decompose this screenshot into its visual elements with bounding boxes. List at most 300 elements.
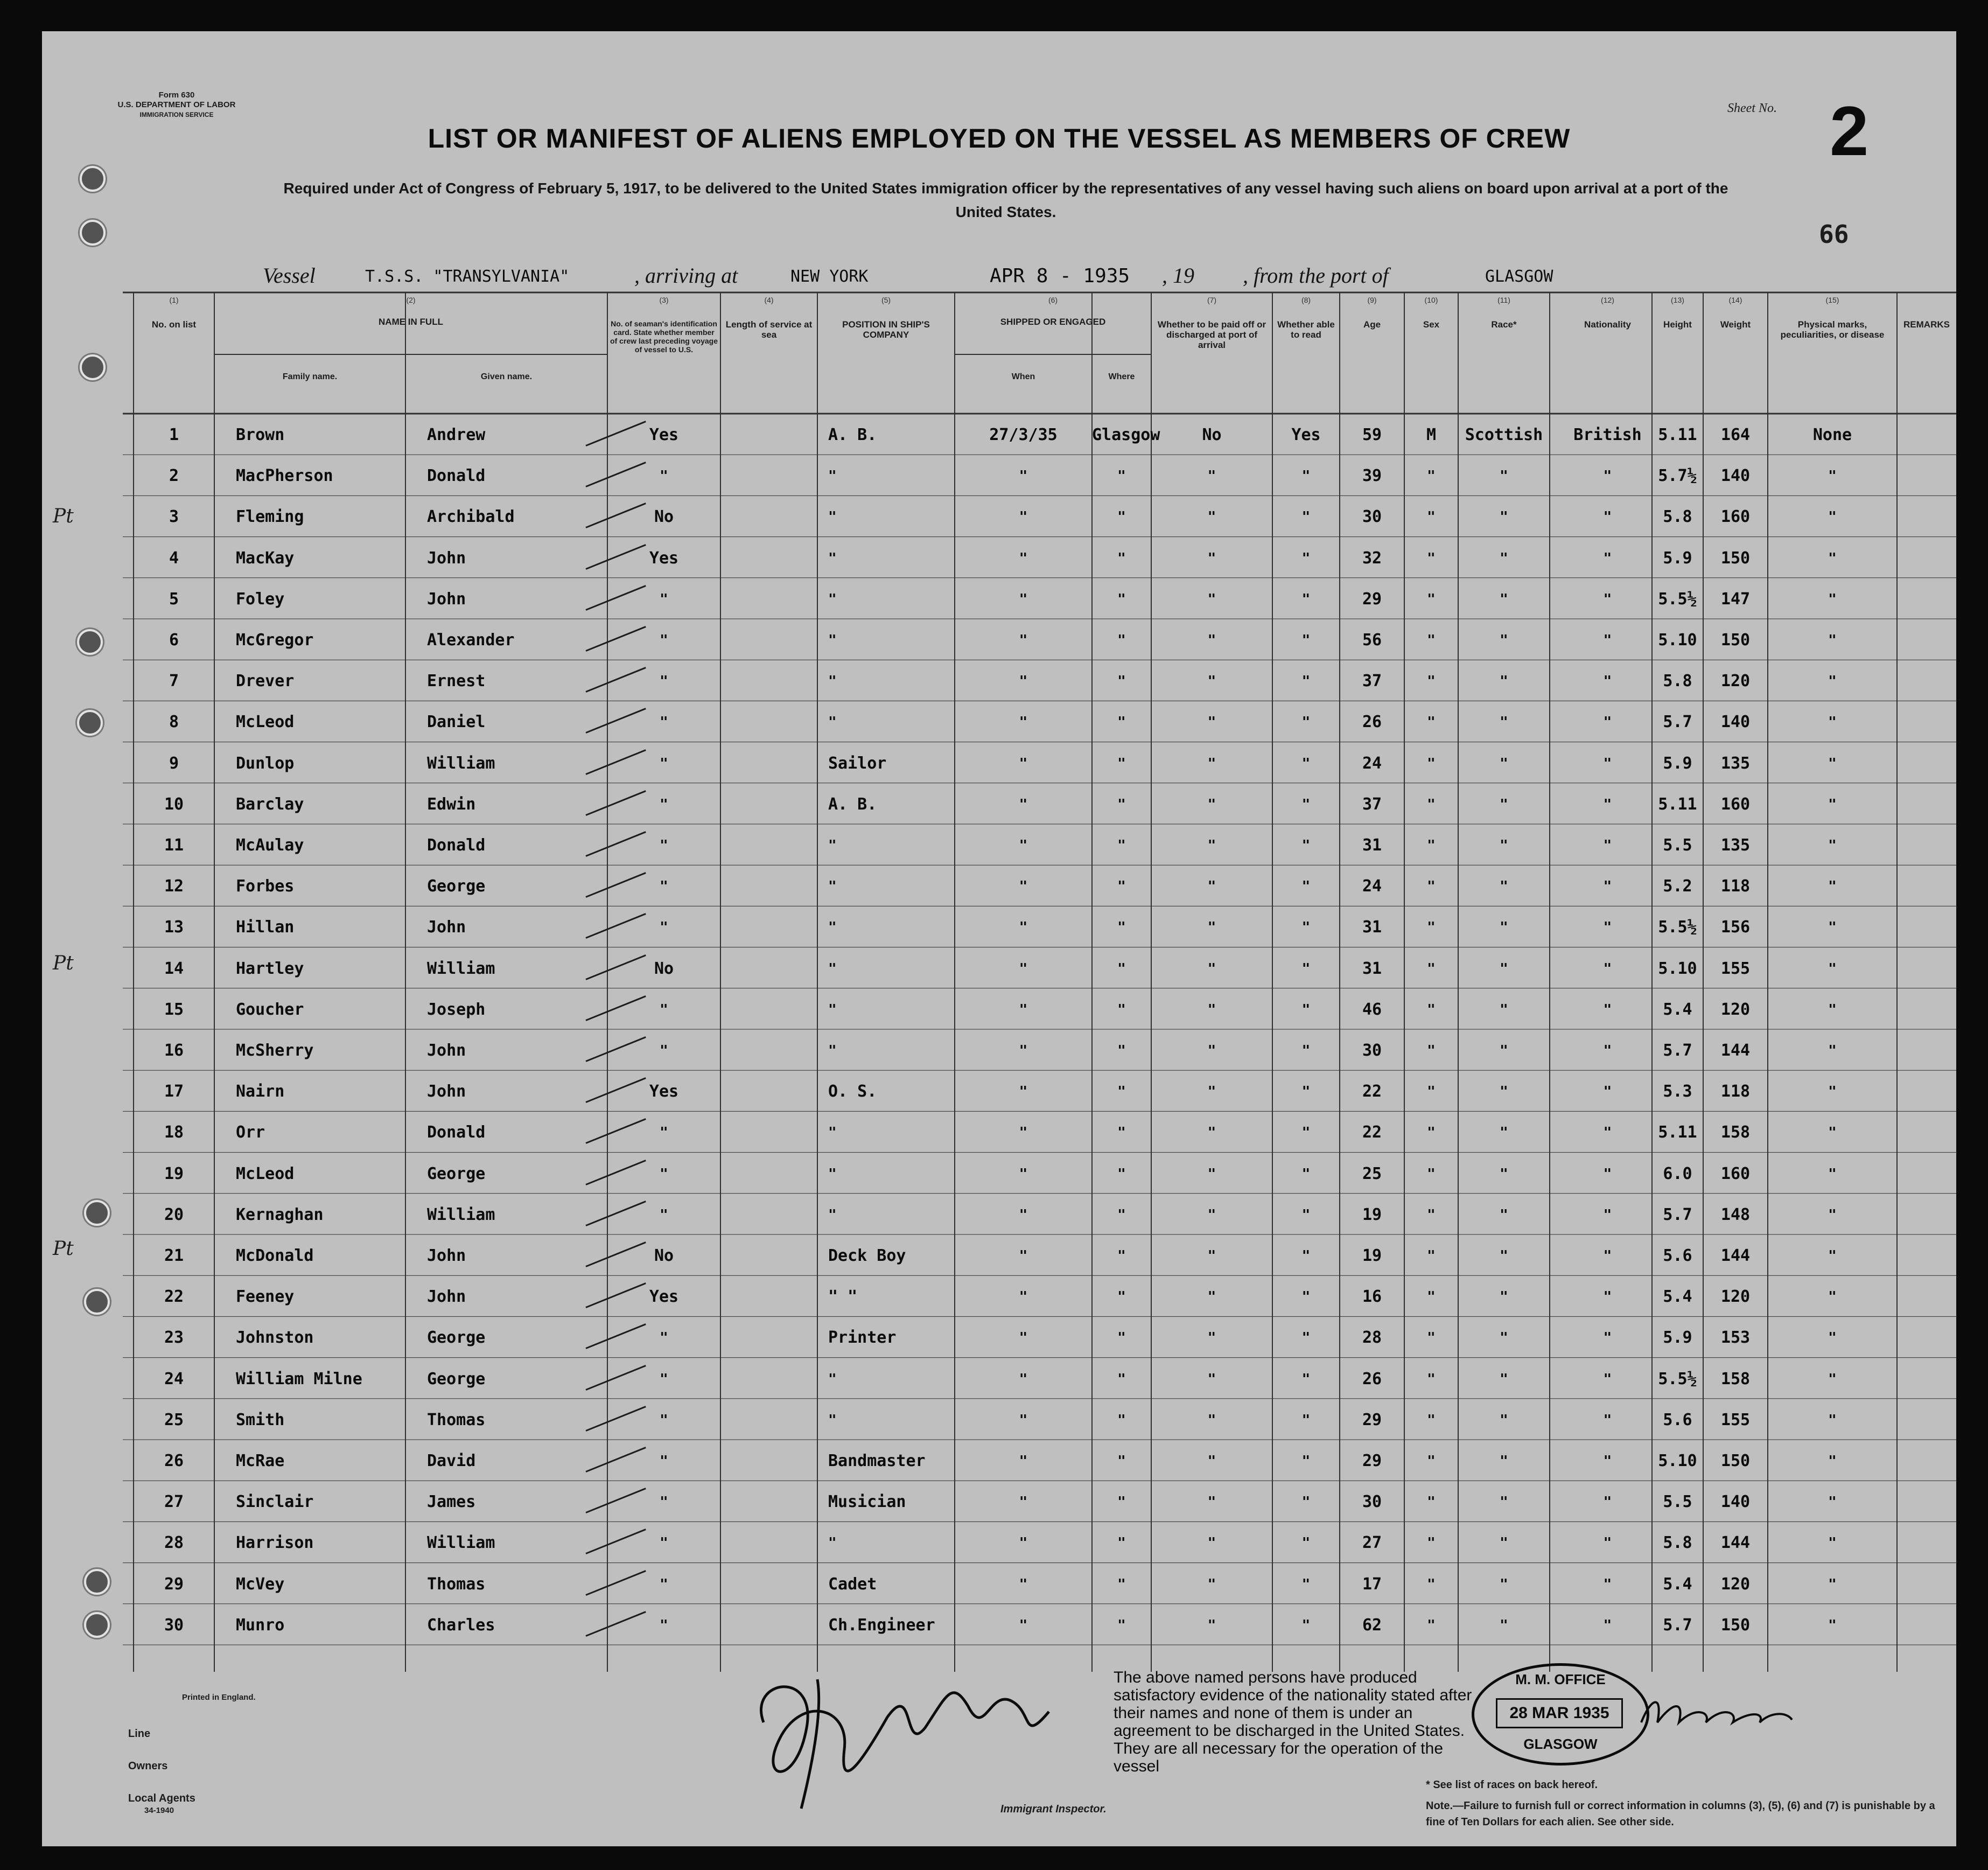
cell-height: 5.6 bbox=[1663, 1246, 1692, 1265]
footer-agents-label: Local Agents bbox=[128, 1792, 195, 1804]
cell-race: " bbox=[1500, 755, 1508, 772]
cell-when: " bbox=[1019, 1535, 1028, 1552]
cell-age: 56 bbox=[1362, 631, 1382, 650]
cell-height: 5.2 bbox=[1663, 877, 1692, 896]
cell-family: Hartley bbox=[236, 959, 304, 978]
cell-pos: " bbox=[828, 1125, 837, 1141]
cell-pos: " bbox=[828, 1166, 837, 1182]
cell-no: 30 bbox=[164, 1615, 184, 1635]
cell-read: " bbox=[1301, 1535, 1311, 1552]
cell-read: " bbox=[1301, 468, 1311, 485]
table-row bbox=[42, 419, 1956, 451]
cell-nat: " bbox=[1603, 1330, 1612, 1346]
cell-card: " bbox=[660, 1206, 668, 1223]
cell-where: " bbox=[1117, 960, 1126, 977]
cell-pos: " bbox=[828, 960, 837, 977]
cell-race: " bbox=[1500, 796, 1508, 813]
cell-paid: " bbox=[1207, 1289, 1216, 1306]
column-header: Whether to be paid off or discharged at port of arrival bbox=[1157, 319, 1266, 350]
cell-paid: " bbox=[1207, 550, 1216, 567]
cell-nat: " bbox=[1603, 1084, 1612, 1100]
arrival-port: NEW YORK bbox=[790, 267, 869, 286]
cell-race: " bbox=[1500, 838, 1508, 854]
cell-where: " bbox=[1117, 1248, 1126, 1264]
column-header: SHIPPED OR ENGAGED bbox=[1000, 317, 1106, 327]
cell-no: 25 bbox=[164, 1410, 184, 1429]
cell-paid: " bbox=[1207, 1248, 1216, 1264]
table-row bbox=[42, 1568, 1956, 1601]
cell-no: 2 bbox=[169, 466, 179, 486]
cell-no: 4 bbox=[169, 548, 179, 568]
cell-height: 5.10 bbox=[1658, 1452, 1697, 1470]
cell-where: " bbox=[1117, 838, 1126, 854]
cell-where: " bbox=[1117, 1084, 1126, 1100]
cell-card: " bbox=[660, 1576, 668, 1593]
cell-read: " bbox=[1301, 1453, 1311, 1469]
cell-read: " bbox=[1301, 1576, 1311, 1593]
cell-height: 5.8 bbox=[1663, 1533, 1692, 1553]
column-number: (3) bbox=[659, 296, 669, 304]
cell-age: 26 bbox=[1362, 1369, 1382, 1388]
cell-nat: British bbox=[1573, 425, 1642, 444]
cell-read: " bbox=[1301, 1617, 1311, 1634]
stamp-bottom: GLASGOW bbox=[1523, 1736, 1598, 1752]
table-row bbox=[42, 829, 1956, 862]
cell-sex: " bbox=[1427, 1494, 1436, 1511]
cell-family: Drever bbox=[236, 672, 295, 691]
cell-read: " bbox=[1301, 1248, 1311, 1264]
cell-nat: " bbox=[1603, 1206, 1612, 1223]
cell-height: 5.7½ bbox=[1658, 466, 1697, 486]
cell-no: 5 bbox=[169, 589, 179, 609]
cell-paid: " bbox=[1207, 591, 1216, 608]
cell-given: Thomas bbox=[427, 1410, 486, 1429]
cell-marks: " bbox=[1828, 1617, 1837, 1634]
column-number: (9) bbox=[1367, 296, 1377, 304]
cell-weight: 158 bbox=[1720, 1369, 1751, 1388]
cell-sex: " bbox=[1427, 714, 1436, 731]
cell-read: " bbox=[1301, 838, 1311, 854]
cell-paid: " bbox=[1207, 632, 1216, 648]
cell-weight: 144 bbox=[1720, 1533, 1751, 1553]
cell-sex: " bbox=[1427, 919, 1436, 936]
cell-given: George bbox=[427, 1369, 486, 1388]
cell-when: " bbox=[1019, 468, 1028, 485]
cell-height: 5.7 bbox=[1663, 1041, 1692, 1060]
table-row bbox=[42, 1035, 1956, 1067]
cell-where: " bbox=[1117, 1576, 1126, 1593]
cell-card: " bbox=[660, 919, 668, 936]
cell-pos: Deck Boy bbox=[828, 1246, 906, 1265]
cell-pos: A. B. bbox=[828, 425, 877, 444]
cell-given: Ernest bbox=[427, 672, 486, 691]
cell-sex: " bbox=[1427, 960, 1436, 977]
cell-weight: 120 bbox=[1720, 1000, 1751, 1019]
cell-no: 17 bbox=[164, 1082, 184, 1101]
cell-pos: " bbox=[828, 632, 837, 648]
cell-no: 19 bbox=[164, 1164, 184, 1183]
cell-age: 31 bbox=[1362, 836, 1382, 855]
punch-hole bbox=[84, 1289, 110, 1315]
table-row bbox=[42, 1117, 1956, 1149]
cell-where: " bbox=[1117, 919, 1126, 936]
cell-height: 5.4 bbox=[1663, 1574, 1692, 1594]
cell-race: " bbox=[1500, 919, 1508, 936]
punch-hole bbox=[77, 629, 103, 655]
column-header: No. of seaman's identification card. State whether member of crew last preceding voyage of vessel to U.S. bbox=[610, 319, 718, 354]
cell-when: " bbox=[1019, 509, 1028, 526]
cell-height: 5.6 bbox=[1663, 1410, 1692, 1429]
cell-given: Charles bbox=[427, 1615, 495, 1635]
cell-family: Forbes bbox=[236, 877, 295, 896]
cell-when: " bbox=[1019, 878, 1028, 895]
cell-weight: 118 bbox=[1720, 1082, 1751, 1101]
cell-read: " bbox=[1301, 796, 1311, 813]
cell-when: " bbox=[1019, 1043, 1028, 1059]
cell-weight: 150 bbox=[1720, 1615, 1751, 1635]
cell-given: William bbox=[427, 753, 495, 773]
cell-family: Munro bbox=[236, 1615, 285, 1635]
cell-read: " bbox=[1301, 632, 1311, 648]
cell-read: " bbox=[1301, 1206, 1311, 1223]
cell-pos: " bbox=[828, 509, 837, 526]
cell-read: " bbox=[1301, 1289, 1311, 1306]
cell-sex: " bbox=[1427, 673, 1436, 690]
cell-card: " bbox=[660, 755, 668, 772]
cell-height: 6.0 bbox=[1663, 1164, 1692, 1183]
column-number: (7) bbox=[1207, 296, 1217, 304]
office-stamp bbox=[1472, 1663, 1649, 1766]
cell-read: " bbox=[1301, 755, 1311, 772]
cell-card: " bbox=[660, 796, 668, 813]
cell-height: 5.7 bbox=[1663, 1205, 1692, 1224]
cell-height: 5.10 bbox=[1658, 631, 1697, 650]
cell-read: " bbox=[1301, 550, 1311, 567]
manifest-sheet bbox=[42, 31, 1956, 1846]
column-header: Sex bbox=[1423, 319, 1440, 330]
cell-when: " bbox=[1019, 1576, 1028, 1593]
cell-marks: " bbox=[1828, 960, 1837, 977]
cell-sex: " bbox=[1427, 1535, 1436, 1552]
cell-paid: " bbox=[1207, 673, 1216, 690]
cell-paid: " bbox=[1207, 1330, 1216, 1346]
cell-race: " bbox=[1500, 1617, 1508, 1634]
table-row bbox=[42, 1281, 1956, 1313]
cell-weight: 155 bbox=[1720, 959, 1751, 978]
cell-given: John bbox=[427, 1082, 466, 1101]
cell-marks: " bbox=[1828, 796, 1837, 813]
cell-weight: 153 bbox=[1720, 1328, 1751, 1348]
cell-where: " bbox=[1117, 1206, 1126, 1223]
cell-when: " bbox=[1019, 714, 1028, 731]
cell-given: Daniel bbox=[427, 713, 486, 732]
cell-race: " bbox=[1500, 1125, 1508, 1141]
cell-where: " bbox=[1117, 1453, 1126, 1469]
cell-weight: 144 bbox=[1720, 1041, 1751, 1060]
cell-read: Yes bbox=[1291, 425, 1321, 444]
cell-age: 29 bbox=[1362, 1452, 1382, 1470]
cell-height: 5.8 bbox=[1663, 672, 1692, 691]
cell-race: " bbox=[1500, 1248, 1508, 1264]
cell-no: 7 bbox=[169, 672, 179, 691]
cell-marks: " bbox=[1828, 1206, 1837, 1223]
cell-pos: " bbox=[828, 468, 837, 485]
table-row bbox=[42, 460, 1956, 492]
cell-weight: 150 bbox=[1720, 631, 1751, 650]
cell-height: 5.5 bbox=[1663, 1492, 1692, 1512]
cell-card: " bbox=[660, 591, 668, 608]
cell-weight: 120 bbox=[1720, 1574, 1751, 1594]
cell-race: " bbox=[1500, 1576, 1508, 1593]
cell-race: " bbox=[1500, 960, 1508, 977]
cell-weight: 140 bbox=[1720, 713, 1751, 732]
punch-hole bbox=[80, 220, 106, 246]
cell-nat: " bbox=[1603, 878, 1612, 895]
cell-age: 30 bbox=[1362, 1041, 1382, 1060]
column-number: (15) bbox=[1825, 296, 1839, 304]
cell-marks: " bbox=[1828, 673, 1837, 690]
cell-race: " bbox=[1500, 468, 1508, 485]
cell-card: " bbox=[660, 632, 668, 648]
inspector-label: Immigrant Inspector. bbox=[1000, 1803, 1107, 1815]
cell-weight: 160 bbox=[1720, 794, 1751, 814]
cell-paid: " bbox=[1207, 1453, 1216, 1469]
cell-card: " bbox=[660, 1494, 668, 1511]
cell-card: " bbox=[660, 1617, 668, 1634]
cell-nat: " bbox=[1603, 1125, 1612, 1141]
cell-no: 16 bbox=[164, 1041, 184, 1060]
nationality-notice: The above named persons have produced satisfactory evidence of the nationality stated after their names and none of them is under an agreement to be discharged in the United States. They are all necessary for the operation of the vessel bbox=[1114, 1669, 1472, 1775]
cell-where: " bbox=[1117, 878, 1126, 895]
margin-note: Pt bbox=[53, 952, 74, 974]
cell-paid: " bbox=[1207, 878, 1216, 895]
cell-marks: " bbox=[1828, 1535, 1837, 1552]
cell-nat: " bbox=[1603, 1001, 1612, 1018]
column-header: REMARKS bbox=[1903, 319, 1950, 330]
cell-pos: " bbox=[828, 1043, 837, 1059]
cell-sex: " bbox=[1427, 1576, 1436, 1593]
department: U.S. DEPARTMENT OF LABOR bbox=[117, 100, 236, 109]
cell-card: " bbox=[660, 1001, 668, 1018]
cell-family: Dunlop bbox=[236, 753, 295, 773]
cell-weight: 135 bbox=[1720, 753, 1751, 773]
cell-paid: " bbox=[1207, 1125, 1216, 1141]
cell-race: " bbox=[1500, 1494, 1508, 1511]
cell-where: " bbox=[1117, 755, 1126, 772]
cell-when: " bbox=[1019, 919, 1028, 936]
cell-when: " bbox=[1019, 591, 1028, 608]
cell-nat: " bbox=[1603, 1412, 1612, 1428]
cell-nat: " bbox=[1603, 919, 1612, 936]
cell-age: 62 bbox=[1362, 1615, 1382, 1635]
column-number: (5) bbox=[881, 296, 891, 304]
cell-read: " bbox=[1301, 1371, 1311, 1387]
cell-marks: " bbox=[1828, 591, 1837, 608]
cell-height: 5.9 bbox=[1663, 1328, 1692, 1348]
column-header: Nationality bbox=[1584, 319, 1631, 330]
cell-family: MacKay bbox=[236, 548, 295, 568]
cell-no: 14 bbox=[164, 959, 184, 978]
cell-when: " bbox=[1019, 1084, 1028, 1100]
cell-sex: " bbox=[1427, 1084, 1436, 1100]
table-row bbox=[42, 1445, 1956, 1477]
punch-hole bbox=[77, 710, 103, 736]
cell-sex: " bbox=[1427, 1289, 1436, 1306]
cell-marks: " bbox=[1828, 1494, 1837, 1511]
cell-race: " bbox=[1500, 509, 1508, 526]
cell-sex: " bbox=[1427, 1617, 1436, 1634]
cell-race: " bbox=[1500, 1535, 1508, 1552]
cell-weight: 164 bbox=[1720, 425, 1751, 444]
table-row bbox=[42, 994, 1956, 1026]
cell-marks: " bbox=[1828, 1453, 1837, 1469]
cell-read: " bbox=[1301, 673, 1311, 690]
cell-when: " bbox=[1019, 673, 1028, 690]
cell-height: 5.11 bbox=[1658, 425, 1697, 444]
column-number: (1) bbox=[169, 296, 179, 304]
cell-when: " bbox=[1019, 1248, 1028, 1264]
cell-when: " bbox=[1019, 838, 1028, 854]
table-row bbox=[42, 1076, 1956, 1108]
cell-race: " bbox=[1500, 1084, 1508, 1100]
cell-given: Thomas bbox=[427, 1574, 486, 1594]
cell-race: " bbox=[1500, 1001, 1508, 1018]
cell-given: John bbox=[427, 548, 466, 568]
cell-family: Goucher bbox=[236, 1000, 304, 1019]
table-row bbox=[42, 1158, 1956, 1190]
cell-marks: " bbox=[1828, 1166, 1837, 1182]
cell-card: Yes bbox=[649, 1287, 679, 1307]
cell-when: " bbox=[1019, 1125, 1028, 1141]
cell-where: " bbox=[1117, 1001, 1126, 1018]
table-row bbox=[42, 911, 1956, 944]
cell-weight: 135 bbox=[1720, 836, 1751, 855]
cell-where: " bbox=[1117, 673, 1126, 690]
column-number: (13) bbox=[1671, 296, 1684, 304]
cell-nat: " bbox=[1603, 468, 1612, 485]
cell-given: David bbox=[427, 1452, 476, 1470]
cell-given: William bbox=[427, 1533, 495, 1553]
cell-height: 5.4 bbox=[1663, 1000, 1692, 1019]
cell-no: 10 bbox=[164, 794, 184, 814]
cell-read: " bbox=[1301, 1125, 1311, 1141]
cell-paid: " bbox=[1207, 1001, 1216, 1018]
cell-nat: " bbox=[1603, 714, 1612, 731]
cell-where: " bbox=[1117, 509, 1126, 526]
cell-when: " bbox=[1019, 1166, 1028, 1182]
cell-height: 5.5 bbox=[1663, 836, 1692, 855]
cell-marks: None bbox=[1812, 425, 1852, 444]
cell-family: McRae bbox=[236, 1452, 285, 1470]
cell-marks: " bbox=[1828, 1125, 1837, 1141]
cell-nat: " bbox=[1603, 960, 1612, 977]
printed-note: Printed in England. bbox=[182, 1693, 256, 1702]
table-row bbox=[42, 1486, 1956, 1518]
cell-weight: 118 bbox=[1720, 877, 1751, 896]
table-row bbox=[42, 1322, 1956, 1354]
cell-when: " bbox=[1019, 1617, 1028, 1634]
cell-card: Yes bbox=[649, 1082, 679, 1101]
cell-family: Nairn bbox=[236, 1082, 285, 1101]
cell-where: " bbox=[1117, 1535, 1126, 1552]
cell-pos: Printer bbox=[828, 1328, 897, 1348]
cell-when: " bbox=[1019, 960, 1028, 977]
cell-pos: Bandmaster bbox=[828, 1452, 926, 1470]
cell-height: 5.8 bbox=[1663, 507, 1692, 527]
cell-when: " bbox=[1019, 796, 1028, 813]
cell-pos: " bbox=[828, 1535, 837, 1552]
cell-no: 28 bbox=[164, 1533, 184, 1553]
cell-paid: " bbox=[1207, 509, 1216, 526]
cell-sex: " bbox=[1427, 1248, 1436, 1264]
cell-race: " bbox=[1500, 1371, 1508, 1387]
column-number: (10) bbox=[1424, 296, 1438, 304]
cell-sex: " bbox=[1427, 550, 1436, 567]
form-number: Form 630 bbox=[158, 90, 195, 100]
cell-where: " bbox=[1117, 1412, 1126, 1428]
table-row bbox=[42, 789, 1956, 821]
cell-age: 29 bbox=[1362, 1410, 1382, 1429]
cell-sex: " bbox=[1427, 878, 1436, 895]
cell-nat: " bbox=[1603, 796, 1612, 813]
cell-given: Joseph bbox=[427, 1000, 486, 1019]
cell-no: 23 bbox=[164, 1328, 184, 1348]
cell-marks: " bbox=[1828, 1084, 1837, 1100]
cell-given: William bbox=[427, 959, 495, 978]
column-header: NAME IN FULL bbox=[379, 317, 443, 327]
cell-sex: " bbox=[1427, 468, 1436, 485]
cell-age: 16 bbox=[1362, 1287, 1382, 1307]
cell-paid: " bbox=[1207, 1371, 1216, 1387]
cell-height: 5.9 bbox=[1663, 753, 1692, 773]
punch-hole bbox=[84, 1612, 110, 1638]
cell-read: " bbox=[1301, 1001, 1311, 1018]
cell-given: William bbox=[427, 1205, 495, 1224]
cell-nat: " bbox=[1603, 1535, 1612, 1552]
cell-weight: 150 bbox=[1720, 548, 1751, 568]
cell-given: John bbox=[427, 1246, 466, 1265]
cell-card: " bbox=[660, 878, 668, 895]
cell-paid: " bbox=[1207, 919, 1216, 936]
stamp-top: M. M. OFFICE bbox=[1515, 1671, 1606, 1687]
cell-paid: " bbox=[1207, 1576, 1216, 1593]
cell-race: " bbox=[1500, 673, 1508, 690]
footer-line-label: Line bbox=[128, 1728, 151, 1740]
cell-card: Yes bbox=[649, 548, 679, 568]
cell-no: 13 bbox=[164, 918, 184, 937]
cell-nat: " bbox=[1603, 1453, 1612, 1469]
cell-weight: 156 bbox=[1720, 918, 1751, 937]
column-number: (12) bbox=[1601, 296, 1614, 304]
cell-height: 5.5½ bbox=[1658, 589, 1697, 609]
cell-race: " bbox=[1500, 591, 1508, 608]
cell-where: " bbox=[1117, 1371, 1126, 1387]
cell-where: " bbox=[1117, 550, 1126, 567]
cell-card: " bbox=[660, 1125, 668, 1141]
cell-where: " bbox=[1117, 796, 1126, 813]
punch-hole bbox=[84, 1200, 110, 1226]
cell-age: 30 bbox=[1362, 507, 1382, 527]
cell-read: " bbox=[1301, 1412, 1311, 1428]
cell-age: 31 bbox=[1362, 959, 1382, 978]
cell-age: 37 bbox=[1362, 672, 1382, 691]
cell-weight: 140 bbox=[1720, 466, 1751, 486]
cell-pos: " bbox=[828, 550, 837, 567]
cell-no: 20 bbox=[164, 1205, 184, 1224]
cell-family: Feeney bbox=[236, 1287, 295, 1307]
cell-nat: " bbox=[1603, 1576, 1612, 1593]
cell-family: McSherry bbox=[236, 1041, 314, 1060]
